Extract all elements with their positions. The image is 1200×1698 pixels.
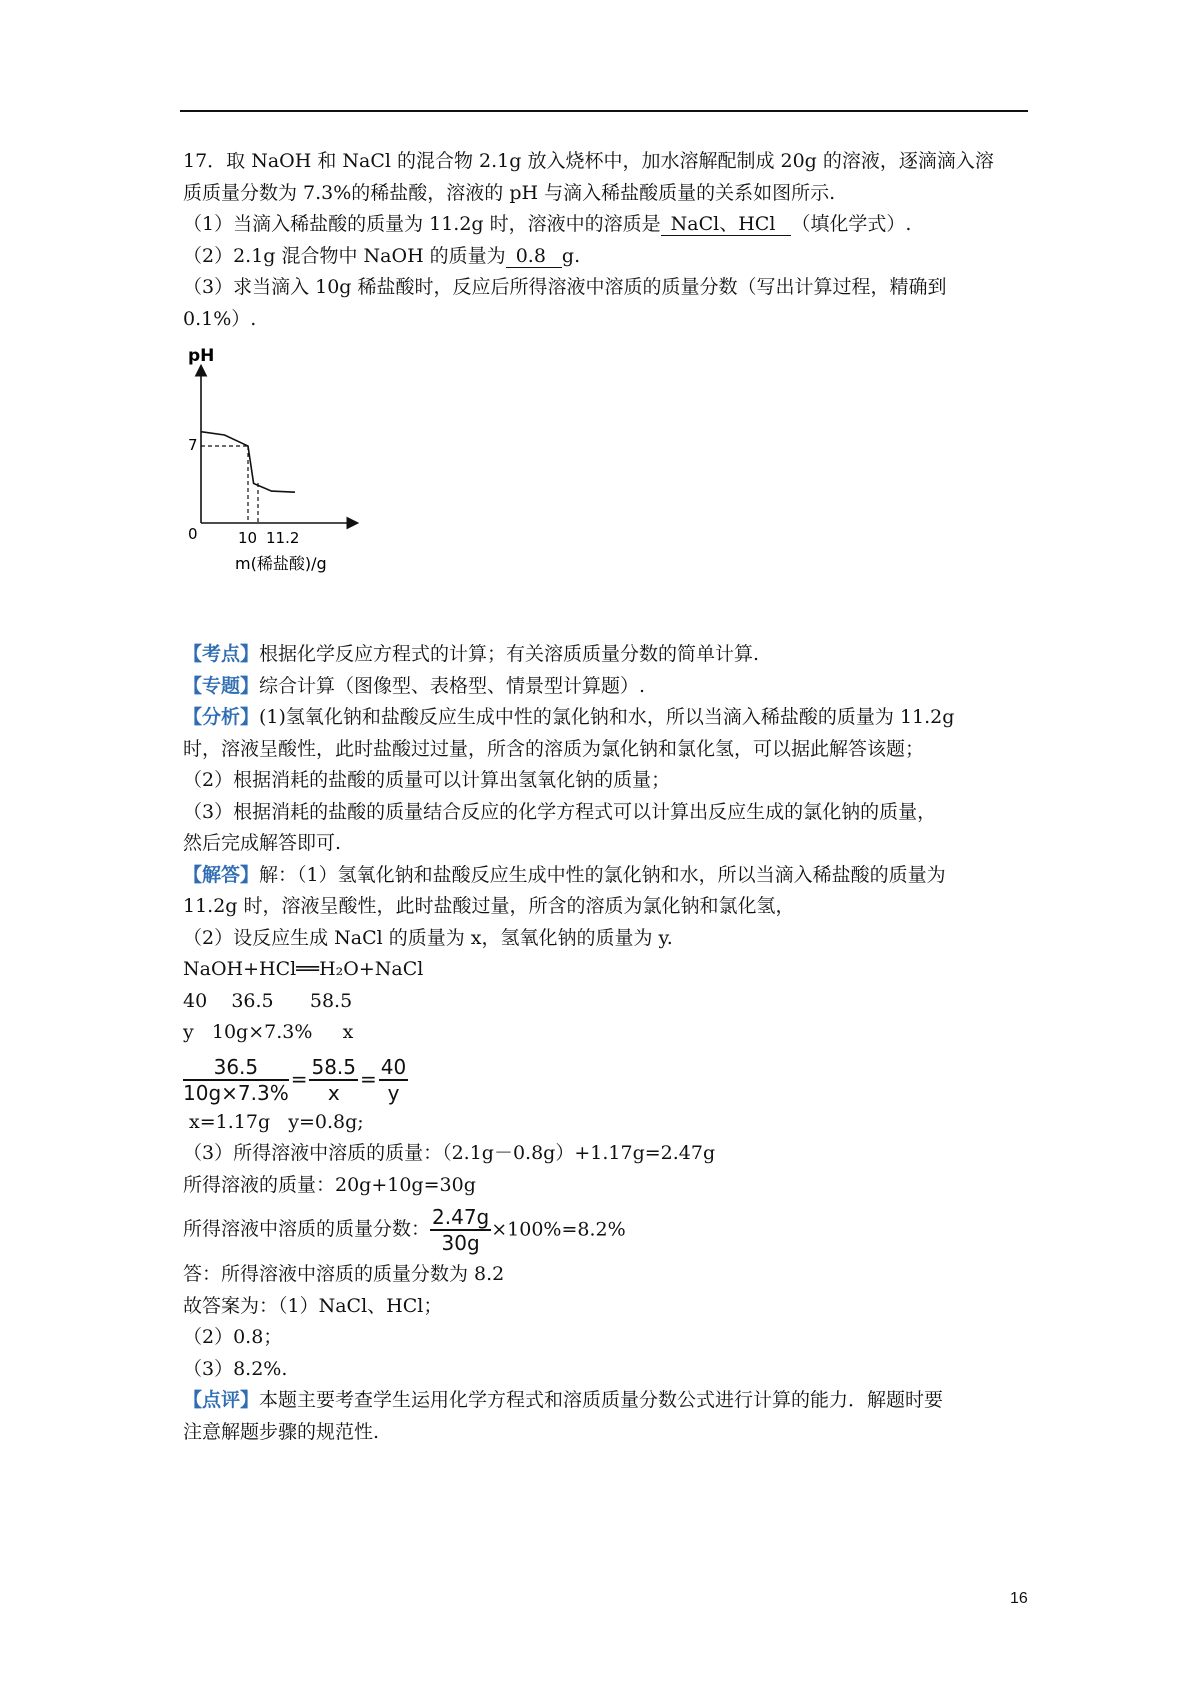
question-2-answer: 0.8 bbox=[506, 245, 562, 268]
y-axis-label: pH bbox=[188, 346, 215, 366]
problem-stem-line-1: 17．取 NaOH 和 NaCl 的混合物 2.1g 放入烧杯中，加水溶解配制成 20g 的溶液，逐滴滴入溶 bbox=[183, 150, 994, 172]
question-2-suffix: g. bbox=[561, 244, 581, 267]
fraction-nacl bbox=[309, 1055, 358, 1105]
question-1-text: （1）当滴入稀盐酸的质量为 11.2g 时，溶液中的溶质是 bbox=[183, 213, 661, 235]
question-1-suffix: （填化学式）. bbox=[791, 213, 912, 235]
zhuanti-tag: 【专题】 bbox=[183, 674, 260, 697]
y-tick-7: 7 bbox=[188, 436, 198, 454]
dianping-tag: 【点评】 bbox=[183, 1389, 260, 1411]
final-answer-1: 故答案为：（1）NaCl、HCl； bbox=[183, 1294, 443, 1317]
final-answer-3: （3）8.2%. bbox=[183, 1357, 288, 1380]
proportion-equation bbox=[183, 1055, 1031, 1105]
jieda-line-1 bbox=[183, 860, 1031, 892]
xy-result: x=1.17g y=0.8g; bbox=[183, 1110, 364, 1133]
kaodian-tag: 【考点】 bbox=[183, 643, 260, 665]
jieda-3-line-2: 所得溶液的质量：20g+10g=30g bbox=[183, 1173, 476, 1196]
ph-chart bbox=[180, 345, 380, 575]
fenxi-text-1: (1)氢氧化钠和盐酸反应生成中性的氯化钠和水，所以当滴入稀盐酸的质量为 11.2g bbox=[259, 706, 955, 728]
jieda-line-3: （2）设反应生成 NaCl 的质量为 x，氢氧化钠的质量为 y. bbox=[183, 926, 673, 949]
equals-sign: = bbox=[290, 1066, 308, 1091]
zhuanti-line bbox=[183, 671, 1031, 703]
jieda-3-prefix: 所得溶液中溶质的质量分数： bbox=[183, 1218, 431, 1240]
question-1-answer: NaCl、HCl bbox=[661, 213, 792, 236]
fenxi-tag: 【分析】 bbox=[183, 706, 260, 728]
fenxi-line-2: 时，溶液呈酸性，此时盐酸过过量，所含的溶质为氯化钠和氯化氢，可以据此解答该题； bbox=[183, 737, 925, 760]
x-tick-10: 10 bbox=[238, 529, 258, 547]
fraction-percent-denominator: 30g bbox=[441, 1231, 480, 1255]
final-answer-2: （2）0.8； bbox=[183, 1326, 283, 1348]
jieda-3-line-1: （3）所得溶液中溶质的质量：（2.1g－0.8g）+1.17g=2.47g bbox=[183, 1142, 716, 1164]
question-3-line-1: （3）求当滴入 10g 稀盐酸时，反应后所得溶液中溶质的质量分数（写出计算过程，精确到 bbox=[183, 276, 947, 298]
equals-sign: = bbox=[360, 1066, 377, 1091]
origin-label: 0 bbox=[188, 525, 198, 543]
answer-line: 答：所得溶液中溶质的质量分数为 8.2 bbox=[183, 1263, 505, 1285]
question-2 bbox=[183, 241, 1031, 273]
fraction-naoh-numerator: 40 bbox=[380, 1054, 407, 1079]
fraction-naoh-denominator: y bbox=[387, 1080, 400, 1105]
fraction-percent bbox=[430, 1205, 491, 1255]
jieda-3-line-3 bbox=[183, 1205, 1031, 1255]
kaodian-line bbox=[183, 639, 1031, 671]
x-tick-11-2: 11.2 bbox=[266, 529, 300, 547]
molar-masses: 40 36.5 58.5 bbox=[183, 989, 353, 1012]
fenxi-line-3: （2）根据消耗的盐酸的质量可以计算出氢氧化钠的质量； bbox=[183, 769, 671, 791]
question-1 bbox=[183, 209, 1031, 241]
chemical-equation: NaOH+HCl══H₂O+NaCl bbox=[183, 958, 424, 980]
x-axis-label: m(稀盐酸)/g bbox=[235, 554, 327, 573]
unknowns-line: y 10g×7.3% x bbox=[183, 1021, 354, 1043]
dianping-line-2: 注意解题步骤的规范性. bbox=[183, 1420, 380, 1443]
jieda-3-suffix: ×100%=8.2% bbox=[491, 1218, 626, 1241]
kaodian-text: 根据化学反应方程式的计算；有关溶质质量分数的简单计算. bbox=[259, 643, 760, 665]
problem-body bbox=[183, 146, 1031, 1448]
jieda-text-1: 解：（1）氢氧化钠和盐酸反应生成中性的氯化钠和水，所以当滴入稀盐酸的质量为 bbox=[259, 863, 946, 886]
jieda-tag: 【解答】 bbox=[183, 863, 260, 886]
fraction-hcl-denominator: 10g×7.3% bbox=[183, 1080, 289, 1105]
page-number: 16 bbox=[1010, 1590, 1028, 1607]
fraction-hcl bbox=[183, 1055, 289, 1105]
fenxi-line-4: （3）根据消耗的盐酸的质量结合反应的化学方程式可以计算出反应生成的氯化钠的质量， bbox=[183, 800, 937, 823]
zhuanti-text: 综合计算（图像型、表格型、情景型计算题）. bbox=[259, 674, 646, 697]
fraction-percent-numerator: 2.47g bbox=[432, 1205, 490, 1229]
jieda-line-2: 11.2g 时，溶液呈酸性，此时盐酸过量，所含的溶质为氯化钠和氯化氢， bbox=[183, 895, 795, 917]
question-3-line-2: 0.1%）. bbox=[183, 307, 257, 330]
header-rule bbox=[180, 110, 1028, 112]
fraction-naoh bbox=[379, 1055, 408, 1105]
question-2-text: （2）2.1g 混合物中 NaOH 的质量为 bbox=[183, 244, 506, 267]
problem-stem-line-2: 质质量分数为 7.3%的稀盐酸，溶液的 pH 与滴入稀盐酸质量的关系如图所示. bbox=[183, 181, 836, 204]
fraction-nacl-denominator: x bbox=[327, 1080, 340, 1105]
fraction-hcl-numerator: 36.5 bbox=[183, 1055, 289, 1081]
fenxi-line-1 bbox=[183, 702, 1031, 734]
dianping-line-1 bbox=[183, 1385, 1031, 1417]
fraction-nacl-numerator: 58.5 bbox=[311, 1054, 357, 1079]
dianping-text-1: 本题主要考查学生运用化学方程式和溶质质量分数公式进行计算的能力．解题时要 bbox=[259, 1389, 944, 1411]
fenxi-line-5: 然后完成解答即可. bbox=[183, 832, 342, 854]
